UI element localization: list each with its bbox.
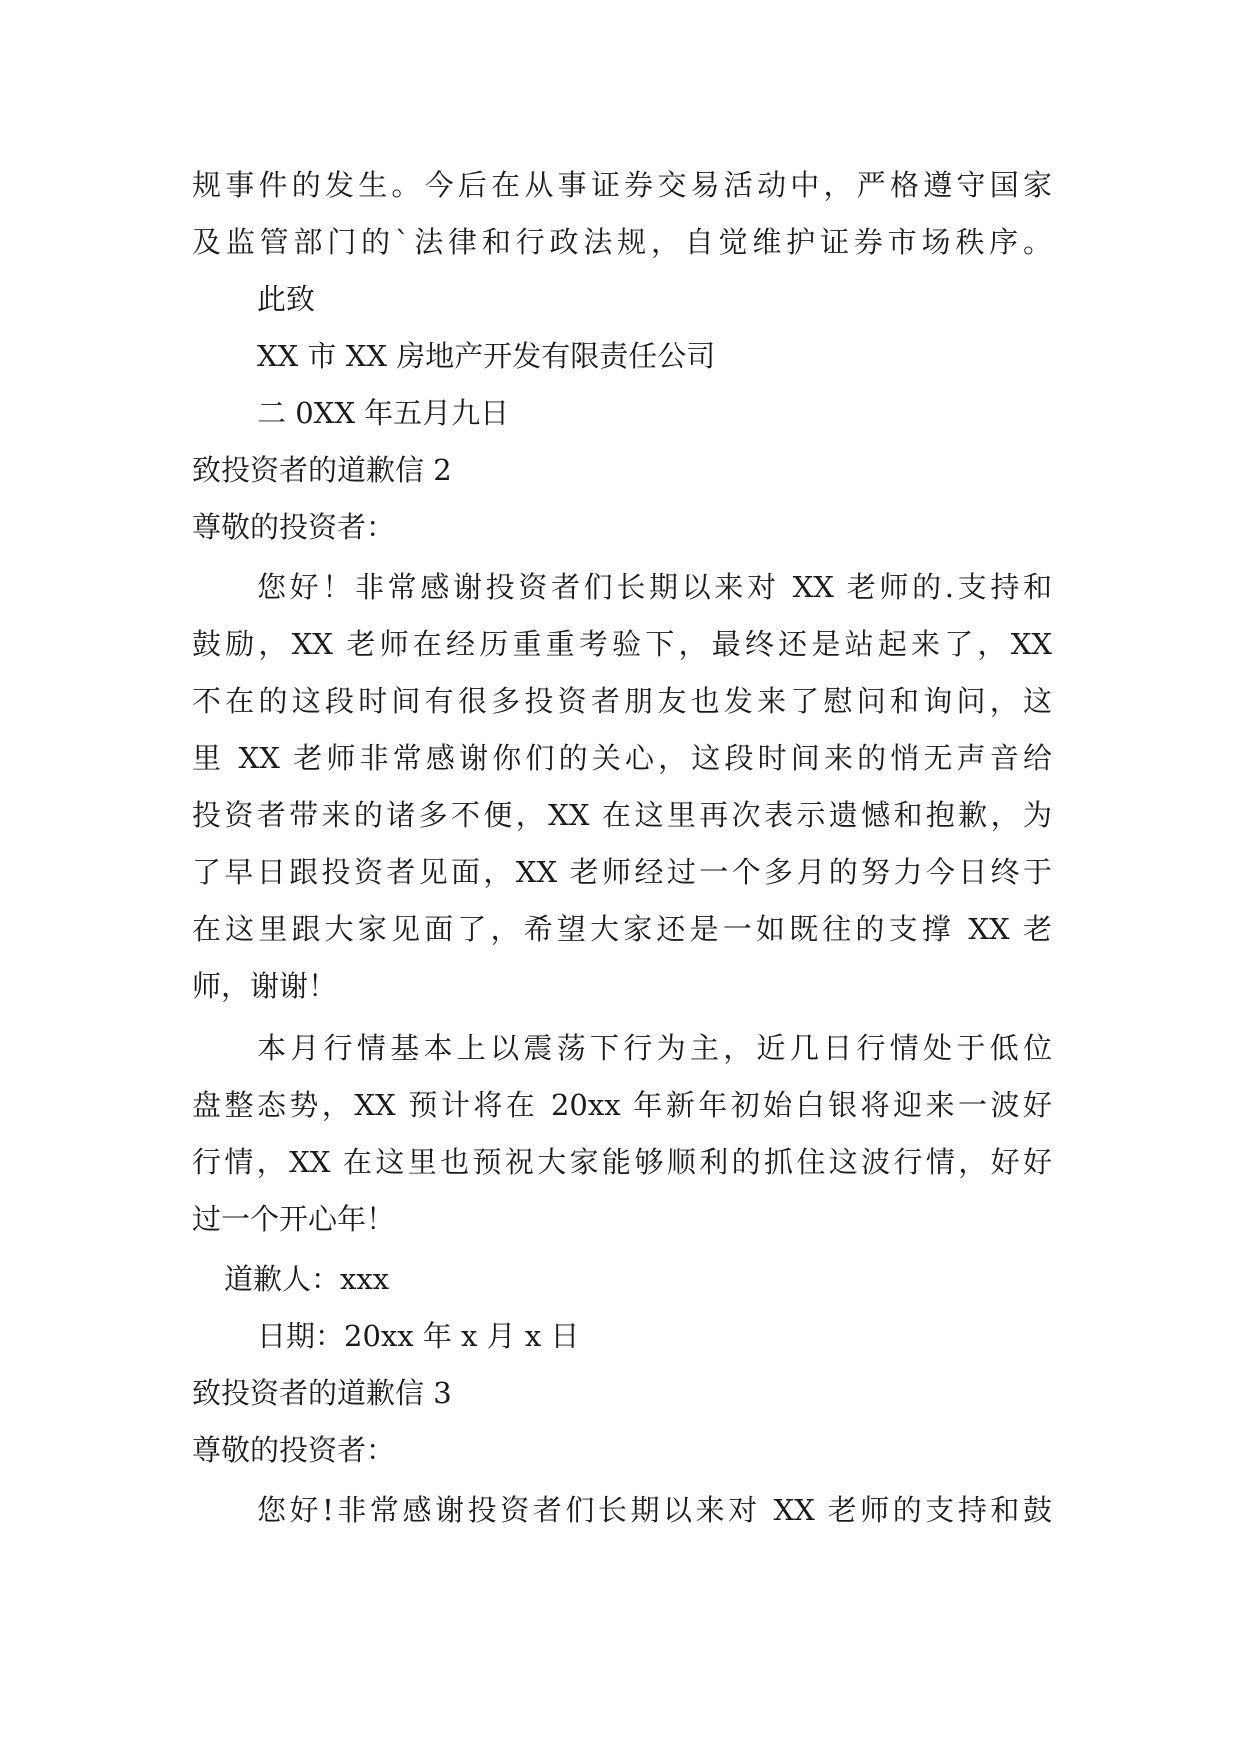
letter2-para1-line: 不在的这段时间有很多投资者朋友也发来了慰问和询问，这 — [192, 684, 1052, 718]
letter2-para2-line: 本月行情基本上以震荡下行为主，近几日行情处于低位 — [257, 1031, 1052, 1065]
letter2-para1-line: 师，谢谢！ — [192, 969, 338, 1003]
letter2-para1-line: 里 XX 老师非常感谢你们的关心，这段时间来的悄无声音给 — [192, 741, 1052, 775]
letter2-para1-line: 鼓励，XX 老师在经历重重考验下，最终还是站起来了，XX — [192, 627, 1052, 661]
letter2-signer: 道歉人：xxx — [224, 1262, 390, 1296]
prev-letter-line-2: 及监管部门的`法律和行政法规，自觉维护证券市场秩序。 — [192, 225, 1052, 259]
letter2-para2-line: 过一个开心年！ — [192, 1202, 396, 1236]
letter3-salutation: 尊敬的投资者： — [192, 1433, 396, 1467]
closing-text: 此致 — [257, 282, 316, 316]
letter2-title: 致投资者的道歉信 2 — [192, 453, 452, 487]
letter3-title: 致投资者的道歉信 3 — [192, 1376, 452, 1410]
letter2-para1-line: 投资者带来的诸多不便，XX 在这里再次表示遗憾和抱歉，为 — [192, 798, 1052, 832]
letter2-date: 日期：20xx 年 x 月 x 日 — [257, 1319, 580, 1353]
prev-letter-line-1: 规事件的发生。今后在从事证券交易活动中，严格遵守国家 — [192, 168, 1052, 202]
letter2-para2-line: 行情，XX 在这里也预祝大家能够顺利的抓住这波行情，好好 — [192, 1145, 1052, 1179]
company-name: XX 市 XX 房地产开发有限责任公司 — [257, 339, 716, 373]
letter2-para1-line: 在这里跟大家见面了，希望大家还是一如既往的支撑 XX 老 — [192, 912, 1052, 946]
letter3-para1-line: 您好!非常感谢投资者们长期以来对 XX 老师的支持和鼓 — [257, 1493, 1052, 1527]
prev-letter-date: 二 0XX 年五月九日 — [257, 396, 510, 430]
letter2-para2-line: 盘整态势，XX 预计将在 20xx 年新年初始白银将迎来一波好 — [192, 1088, 1052, 1122]
letter2-salutation: 尊敬的投资者： — [192, 510, 396, 544]
letter2-para1-line: 了早日跟投资者见面，XX 老师经过一个多月的努力今日终于 — [192, 855, 1052, 889]
letter2-para1-line: 您好！非常感谢投资者们长期以来对 XX 老师的.支持和 — [257, 570, 1052, 604]
